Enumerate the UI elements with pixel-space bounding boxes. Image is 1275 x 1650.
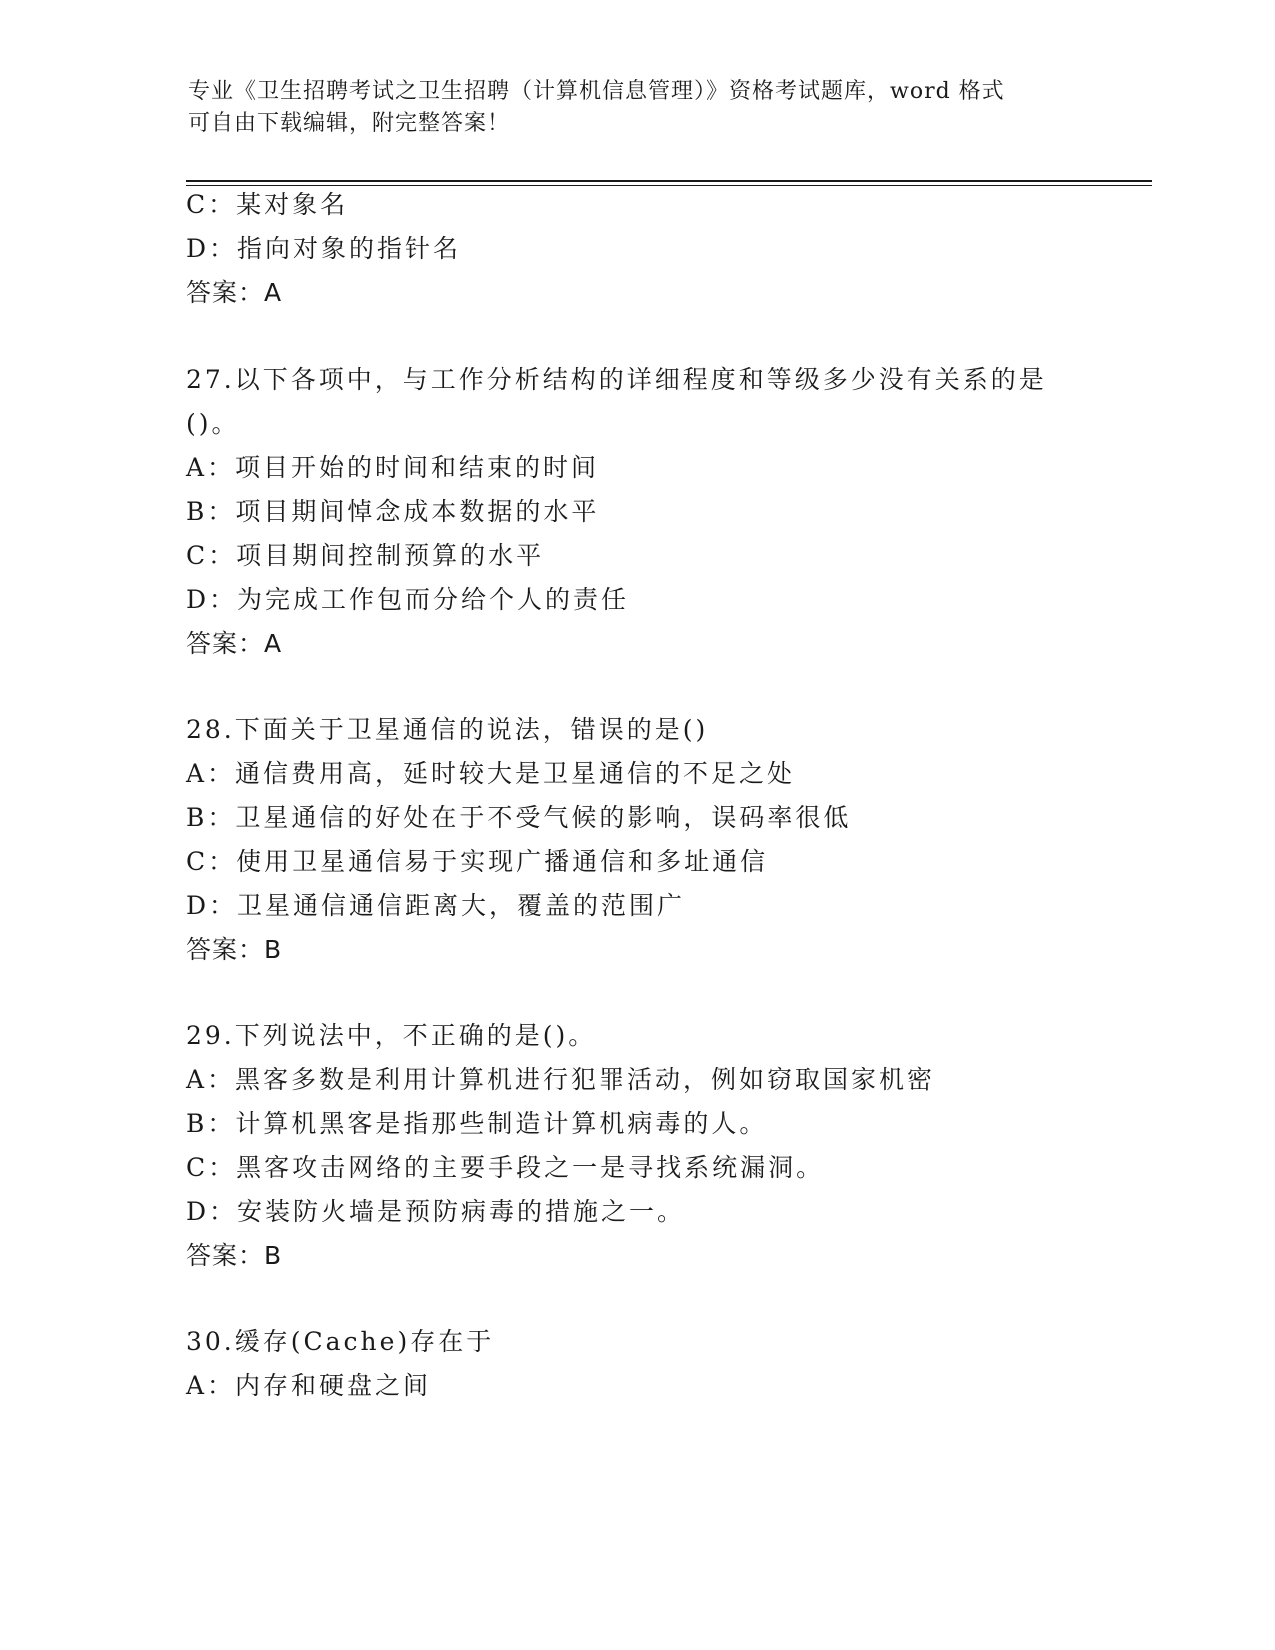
q30-stem: 30.缓存(Cache)存在于 xyxy=(186,1327,495,1356)
q29-stem: 29.下列说法中，不正确的是()。 xyxy=(186,1021,597,1050)
q27-stem-line-1: 27.以下各项中，与工作分析结构的详细程度和等级多少没有关系的是 xyxy=(186,365,1047,394)
header-divider-thick xyxy=(186,180,1152,182)
page-header xyxy=(188,76,1068,140)
header-title-line-2: 可自由下载编辑，附完整答案！ xyxy=(188,111,511,136)
q29-option-a: A：黑客多数是利用计算机进行犯罪活动，例如窃取国家机密 xyxy=(186,1065,936,1094)
q29-option-b: B：计算机黑客是指那些制造计算机病毒的人。 xyxy=(186,1109,768,1138)
q28-option-d: D：卫星通信通信距离大，覆盖的范围广 xyxy=(186,891,686,920)
q28-option-c: C：使用卫星通信易于实现广播通信和多址通信 xyxy=(186,847,769,876)
q27-option-b: B：项目期间悼念成本数据的水平 xyxy=(186,497,600,526)
header-title-line-1: 专业《卫生招聘考试之卫生招聘（计算机信息管理）》资格考试题库，word 格式 xyxy=(188,79,1005,104)
q27-option-d: D：为完成工作包而分给个人的责任 xyxy=(186,585,630,614)
prev-option-c: C：某对象名 xyxy=(186,190,349,219)
q30-option-a: A：内存和硬盘之间 xyxy=(186,1371,432,1400)
q28-stem: 28.下面关于卫星通信的说法，错误的是() xyxy=(186,715,709,744)
q27-stem-line-2: ()。 xyxy=(186,409,240,438)
prev-answer: 答案：A xyxy=(186,278,283,307)
q28-option-b: B：卫星通信的好处在于不受气候的影响，误码率很低 xyxy=(186,803,852,832)
q28-answer: 答案：B xyxy=(186,935,283,964)
q28-option-a: A：通信费用高，延时较大是卫星通信的不足之处 xyxy=(186,759,796,788)
q29-option-d: D：安装防火墙是预防病毒的措施之一。 xyxy=(186,1197,686,1226)
q27-option-c: C：项目期间控制预算的水平 xyxy=(186,541,545,570)
q27-answer: 答案：A xyxy=(186,629,283,658)
q27-option-a: A：项目开始的时间和结束的时间 xyxy=(186,453,600,482)
prev-option-d: D：指向对象的指针名 xyxy=(186,234,462,263)
q29-answer: 答案：B xyxy=(186,1241,283,1270)
q29-option-c: C：黑客攻击网络的主要手段之一是寻找系统漏洞。 xyxy=(186,1153,825,1182)
